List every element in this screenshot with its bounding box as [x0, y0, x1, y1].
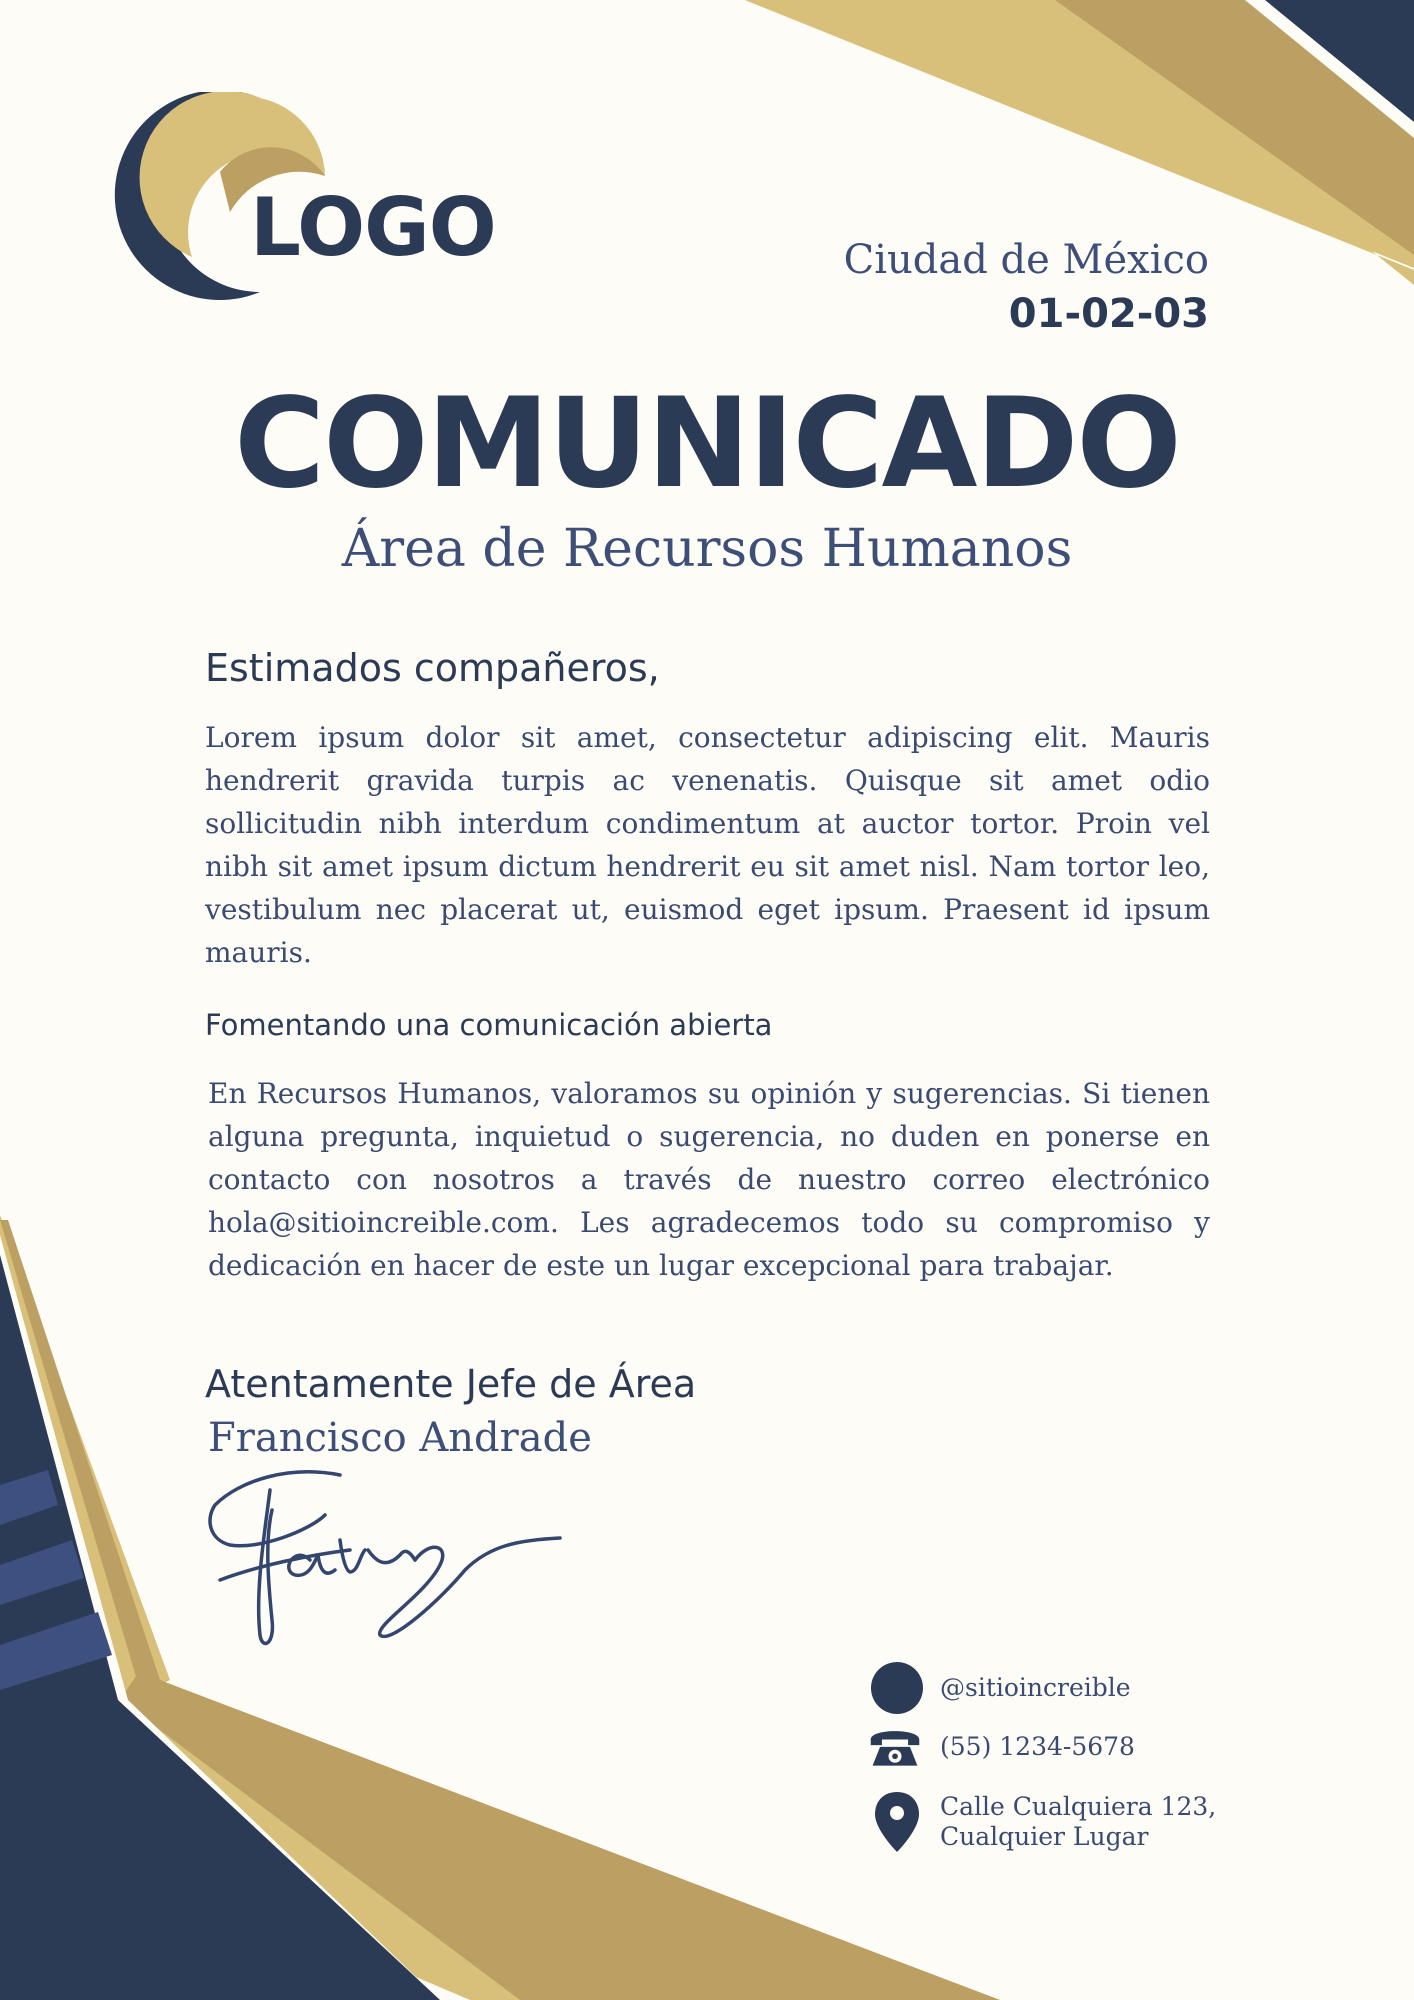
company-logo [110, 92, 530, 312]
handwritten-signature [200, 1460, 580, 1650]
contact-address [940, 1792, 1216, 1852]
date: 01-02-03 [1008, 291, 1209, 337]
social-icon [869, 1660, 925, 1716]
signer-name: Francisco Andrade [208, 1415, 592, 1461]
location-pin-icon [869, 1790, 925, 1854]
contact-address-line-2: Cualquier Lugar [940, 1822, 1149, 1851]
page-subtitle: Área de Recursos Humanos [341, 519, 1073, 579]
contact-social: @sitioincreible [940, 1673, 1131, 1702]
closing-line: Atentamente Jefe de Área [205, 1362, 697, 1406]
body-paragraph-1: Lorem ipsum dolor sit amet, consectetur adipiscing elit. Mauris hendrerit gravida turpis ac venenatis. Quisque sit amet odio sollicitudin nibh interdum condimentum at auctor tortor. Proin vel nibh sit amet ipsum dictum hendrerit eu sit amet nisl. Nam tortor leo, vestibulum nec placerat ut, euismod eget ipsum. Praesent id ipsum mauris. [205, 721, 1210, 969]
body-paragraph-2: En Recursos Humanos, valoramos su opinión y sugerencias. Si tienen alguna pregunta, inquietud o sugerencia, no duden en ponerse en contacto con nosotros a través de nuestro correo electrónico hola@sitioincreible.com. Les agradecemos todo su compromiso y dedicación en hacer de este un lugar excepcional para trabajar. [208, 1077, 1210, 1282]
section-heading: Fomentando una comunicación abierta [205, 1008, 773, 1042]
logo-text: LOGO [250, 181, 496, 274]
page-title: COMUNICADO [234, 372, 1180, 516]
telephone-icon [867, 1718, 923, 1774]
contact-address-line-1: Calle Cualquiera 123, [940, 1792, 1217, 1821]
contact-phone: (55) 1234-5678 [940, 1732, 1135, 1761]
city: Ciudad de México [843, 237, 1209, 283]
greeting: Estimados compañeros, [205, 646, 660, 690]
